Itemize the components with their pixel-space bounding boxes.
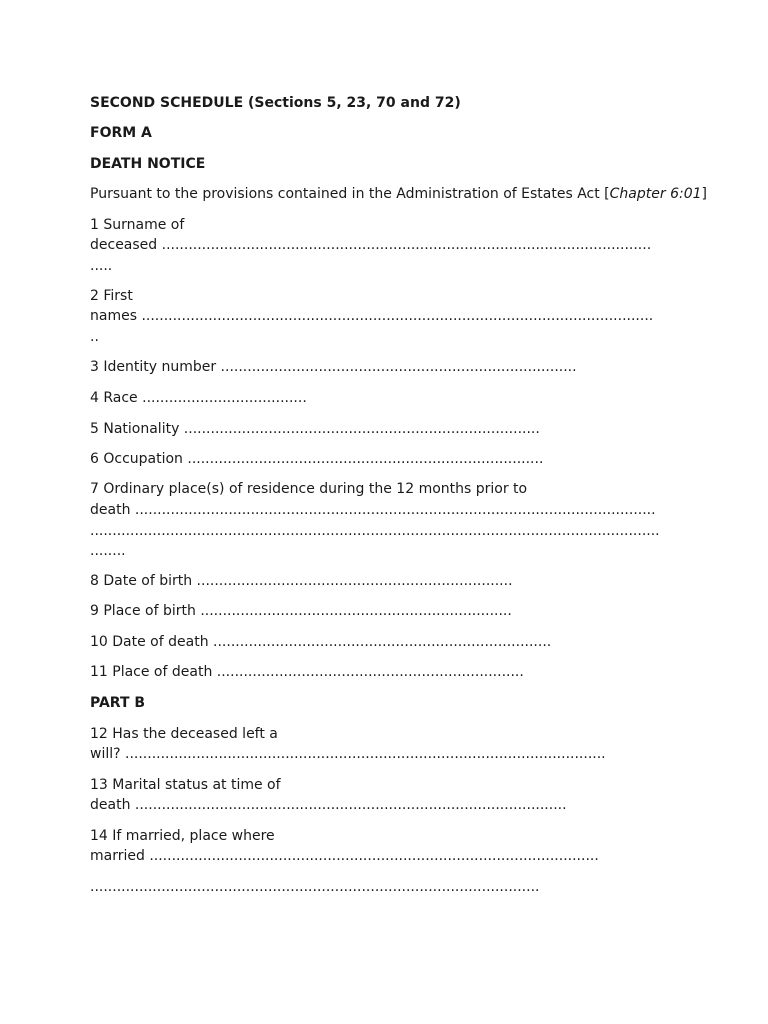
field-6: 6 Occupation ................................................................................ — [90, 451, 544, 467]
field-2-line: names ................................................................................................................... — [90, 308, 654, 324]
field-7-label: 7 Ordinary place(s) of residence during the 12 months prior to — [90, 481, 528, 497]
field-9: 9 Place of birth ...................................................................... — [90, 603, 512, 619]
intro-paragraph — [90, 184, 707, 204]
field-3: 3 Identity number ................................................................................ — [90, 359, 577, 375]
field-1-line-cont: ..... — [90, 258, 113, 274]
field-8: 8 Date of birth ....................................................................... — [90, 573, 513, 589]
intro-text: Pursuant to the provisions contained in the Administration of Estates Act [ — [90, 186, 610, 202]
form-label: FORM A — [90, 125, 152, 141]
field-12-line: will? ............................................................................................................ — [90, 746, 606, 762]
field-5: 5 Nationality ................................................................................ — [90, 421, 540, 437]
field-14-label: 14 If married, place where — [90, 828, 275, 844]
intro-close: ] — [701, 186, 707, 202]
field-1-label: 1 Surname of — [90, 217, 185, 233]
part-b-heading: PART B — [90, 695, 146, 711]
field-13-line: death ................................................................................................. — [90, 797, 567, 813]
field-2-label: 2 First — [90, 288, 133, 304]
field-4: 4 Race ..................................... — [90, 390, 307, 406]
field-7-line-cont: ................................................................................................................................ — [90, 523, 660, 539]
chapter-reference: Chapter 6:01 — [609, 186, 702, 202]
field-7-line-end: ........ — [90, 543, 126, 559]
field-14-line-cont: ..................................................................................................... — [90, 879, 540, 895]
field-12-label: 12 Has the deceased left a — [90, 726, 278, 742]
field-10: 10 Date of death ............................................................................ — [90, 634, 552, 650]
field-13-label: 13 Marital status at time of — [90, 777, 281, 793]
field-14-line: married ..................................................................................................... — [90, 848, 599, 864]
field-7-line: death ..................................................................................................................... — [90, 502, 656, 518]
field-11: 11 Place of death ..................................................................... — [90, 664, 524, 680]
field-2-line-cont: .. — [90, 329, 99, 345]
schedule-heading: SECOND SCHEDULE (Sections 5, 23, 70 and 72) — [90, 95, 461, 111]
notice-title: DEATH NOTICE — [90, 156, 206, 172]
field-1-line: deceased .............................................................................................................. — [90, 237, 652, 253]
